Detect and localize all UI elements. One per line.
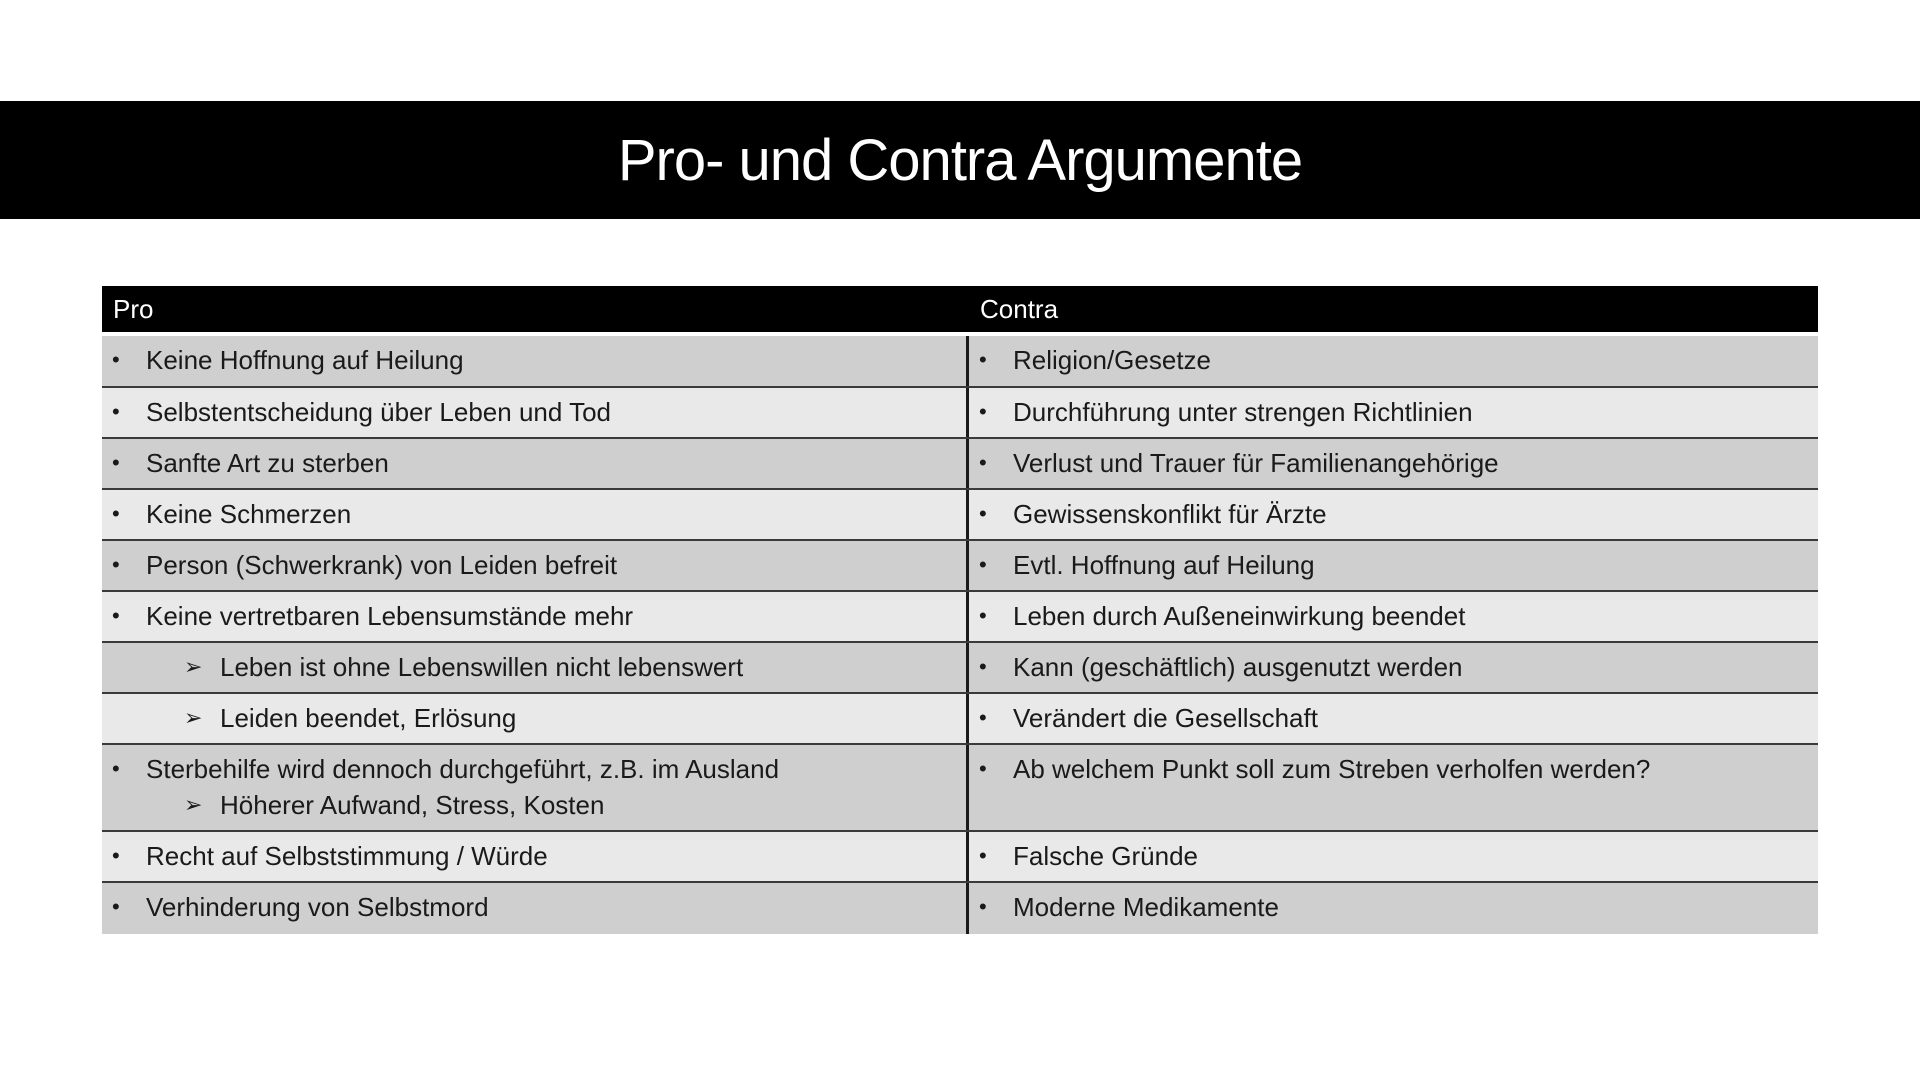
bullet-icon: • xyxy=(979,399,987,424)
bullet-icon: • xyxy=(112,552,120,577)
bullet-icon: • xyxy=(979,347,987,372)
pro-subtext: Leiden beendet, Erlösung xyxy=(220,702,517,733)
pro-text: Selbstentscheidung über Leben und Tod xyxy=(146,396,612,427)
contra-text: Verändert die Gesellschaft xyxy=(1013,702,1318,733)
header-contra: Contra xyxy=(980,293,1059,324)
pro-cell xyxy=(102,832,969,881)
pro-cell xyxy=(102,883,969,934)
pro-cell xyxy=(102,592,969,641)
pro-cell xyxy=(102,643,969,692)
bullet-icon: • xyxy=(112,399,120,424)
pro-text: Keine Hoffnung auf Heilung xyxy=(146,344,464,375)
contra-text: Evtl. Hoffnung auf Heilung xyxy=(1013,549,1315,580)
pro-subtext: Höherer Aufwand, Stress, Kosten xyxy=(220,789,605,820)
pro-cell xyxy=(102,439,969,488)
table-row xyxy=(102,388,1818,439)
contra-cell xyxy=(969,490,1818,539)
table-row xyxy=(102,745,1818,832)
bullet-icon: • xyxy=(979,843,987,868)
pro-text: Sterbehilfe wird dennoch durchgeführt, z.B. im Ausland xyxy=(146,753,780,784)
contra-cell xyxy=(969,336,1818,386)
contra-text: Gewissenskonflikt für Ärzte xyxy=(1013,498,1327,529)
pro-text: Recht auf Selbststimmung / Würde xyxy=(146,840,548,871)
bullet-icon: • xyxy=(979,705,987,730)
bullet-icon: • xyxy=(979,654,987,679)
pro-cell xyxy=(102,490,969,539)
table-row xyxy=(102,439,1818,490)
contra-text: Kann (geschäftlich) ausgenutzt werden xyxy=(1013,651,1463,682)
contra-text: Leben durch Außeneinwirkung beendet xyxy=(1013,600,1466,631)
contra-cell xyxy=(969,439,1818,488)
bullet-icon: • xyxy=(979,756,987,781)
pro-contra-table xyxy=(102,286,1818,934)
pro-cell xyxy=(102,541,969,590)
bullet-icon: • xyxy=(979,450,987,475)
pro-text: Person (Schwerkrank) von Leiden befreit xyxy=(146,549,618,580)
bullet-icon: • xyxy=(112,894,120,919)
contra-text: Ab welchem Punkt soll zum Streben verholfen werden? xyxy=(1013,753,1651,784)
bullet-icon: • xyxy=(979,501,987,526)
contra-cell xyxy=(969,883,1818,934)
contra-text: Verlust und Trauer für Familienangehörige xyxy=(1013,447,1499,478)
bullet-icon: • xyxy=(112,450,120,475)
pro-cell xyxy=(102,388,969,437)
arrow-bullet-icon: ➢ xyxy=(184,792,203,817)
bullet-icon: • xyxy=(112,843,120,868)
table-row xyxy=(102,883,1818,934)
bullet-icon: • xyxy=(112,756,120,781)
contra-cell xyxy=(969,694,1818,743)
header-pro: Pro xyxy=(113,293,154,324)
pro-cell xyxy=(102,694,969,743)
contra-cell xyxy=(969,643,1818,692)
table-row xyxy=(102,592,1818,643)
contra-text: Religion/Gesetze xyxy=(1013,344,1211,375)
bullet-icon: • xyxy=(112,603,120,628)
pro-text: Keine vertretbaren Lebensumstände mehr xyxy=(146,600,634,631)
table-row xyxy=(102,541,1818,592)
table-row xyxy=(102,832,1818,883)
table-row xyxy=(102,336,1818,388)
arrow-bullet-icon: ➢ xyxy=(184,654,203,679)
contra-cell xyxy=(969,832,1818,881)
table-row xyxy=(102,643,1818,694)
contra-cell xyxy=(969,745,1818,830)
table-row xyxy=(102,490,1818,541)
arrow-bullet-icon: ➢ xyxy=(184,705,203,730)
pro-text: Sanfte Art zu sterben xyxy=(146,447,389,478)
bullet-icon: • xyxy=(112,501,120,526)
table-header xyxy=(102,286,1818,336)
contra-cell xyxy=(969,592,1818,641)
pro-text: Verhinderung von Selbstmord xyxy=(146,891,489,922)
pro-cell xyxy=(102,336,969,386)
contra-cell xyxy=(969,388,1818,437)
slide-title: Pro- und Contra Argumente xyxy=(617,127,1303,193)
contra-text: Moderne Medikamente xyxy=(1013,891,1279,922)
bullet-icon: • xyxy=(979,603,987,628)
title-bar xyxy=(0,101,1920,219)
table-row xyxy=(102,694,1818,745)
contra-text: Durchführung unter strengen Richtlinien xyxy=(1013,396,1473,427)
bullet-icon: • xyxy=(112,347,120,372)
contra-cell xyxy=(969,541,1818,590)
pro-subtext: Leben ist ohne Lebenswillen nicht lebenswert xyxy=(220,651,744,682)
pro-text: Keine Schmerzen xyxy=(146,498,352,529)
bullet-icon: • xyxy=(979,894,987,919)
contra-text: Falsche Gründe xyxy=(1013,840,1198,871)
bullet-icon: • xyxy=(979,552,987,577)
pro-cell xyxy=(102,745,969,830)
